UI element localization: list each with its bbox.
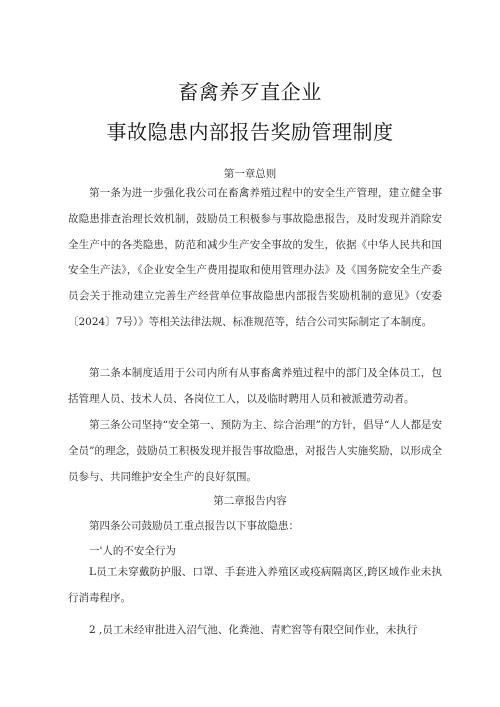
article-3: 第三条公司坚持“安全第一、预防为主、综合治理”的方针，倡导“人人都是安全员”的理念，鼓励员工积极发现并报告事故隐患，对报告人实施奖励，以形成全员参与、共同维护安全生产的良好氛围。 xyxy=(68,419,442,483)
chapter-heading-2: 第二章报告内容 xyxy=(213,495,287,507)
article-2: 第二条本制度适用于公司内所有从事畜禽养殖过程中的部门及全体员工，包括管理人员、技术人员、各岗位工人，以及临时聘用人员和被派遣劳动者。 xyxy=(68,367,442,405)
article-4: 第四条公司鼓励员工重点报告以下事故隐患： xyxy=(89,520,299,532)
item-1-heading: 一'人的不安全行为 xyxy=(89,545,176,557)
document-title-line2: 事故隐患内部报告奖励管理制度 xyxy=(106,120,394,144)
item-1-text: L员工未穿戴防护服、口罩、手套进入养殖区或疫病隔离区,跨区域作业未执行消毒程序。 xyxy=(68,566,442,604)
document-title-line1: 畜禽养歹直企业 xyxy=(178,80,322,104)
article-1: 第一条为进一步强化我公司在畜禽养殖过程中的安全生产管理，建立健全事故隐患排查治理长效机制，鼓励员工积极参与事故隐患报告，及时发现并消除安全生产中的各类隐患，防范和减少生产安全事故的发生，依据《中华人民共和国安全生产法》，《企业安全生产费用提取和使用管理办法》及《国务院安全生产委员会关于推动建立完善生产经营单位事故隐患内部报告奖励机制的意见》（安委〔2024〕7号）》等相关法律法规、标准规范等，结合公司实际制定了本制度。 xyxy=(68,187,442,328)
item-2-text: 2 ,员工未经审批进入沼气池、化粪池、青贮窖等有限空间作业，未执行 xyxy=(89,624,418,636)
chapter-heading-1: 第一章总则 xyxy=(223,168,277,180)
